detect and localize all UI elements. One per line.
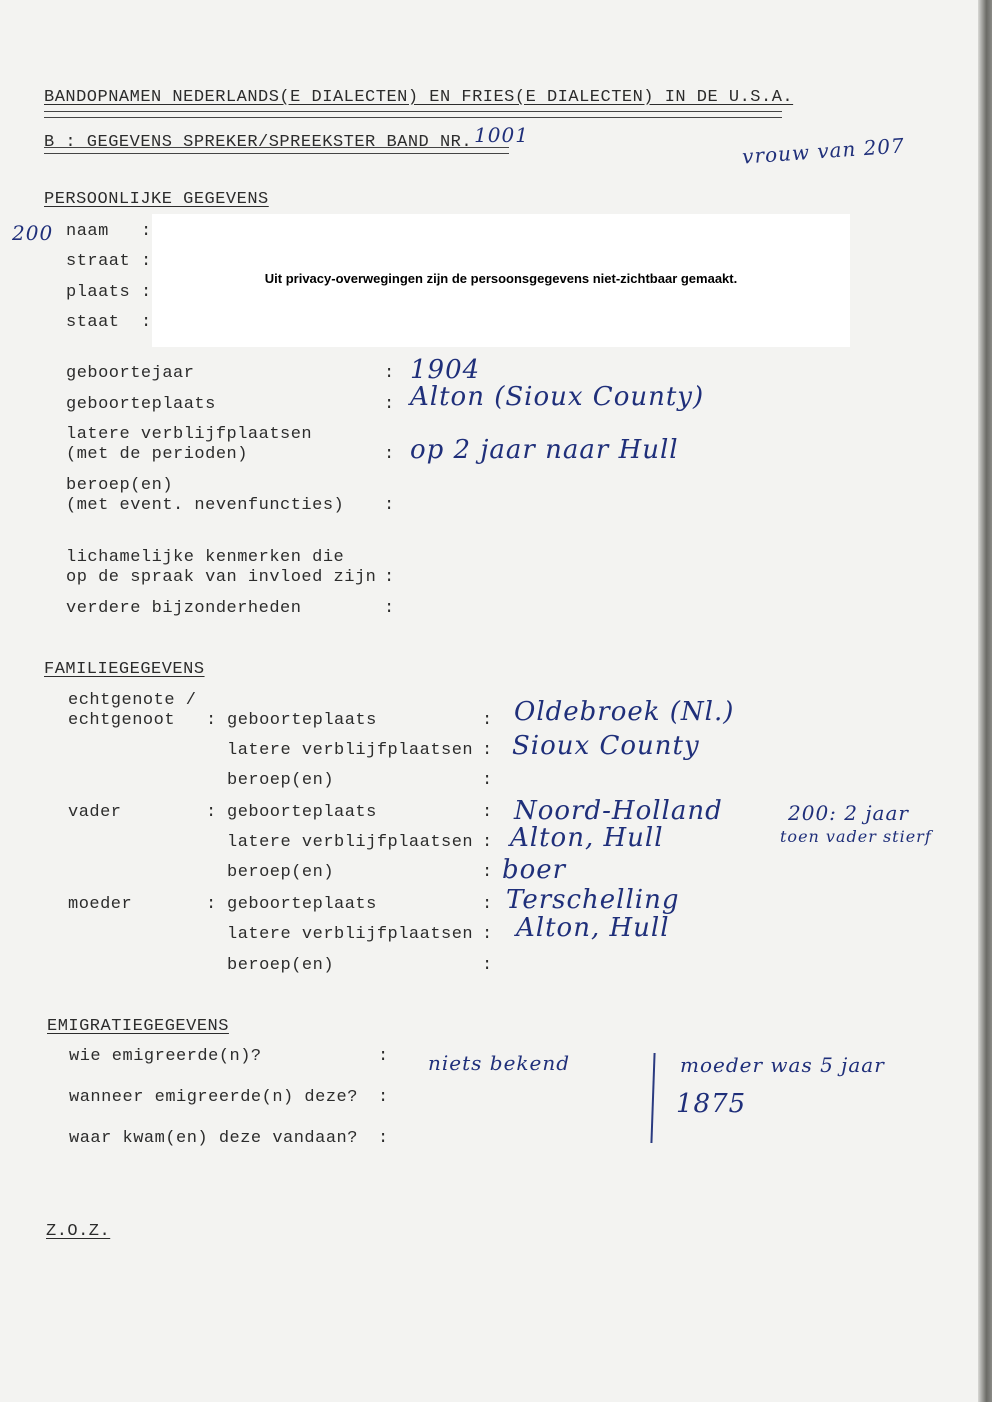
latere-verblijfplaatsen-label: latere verblijfplaatsen — [66, 425, 313, 444]
document-title: BANDOPNAMEN NEDERLANDS(E DIALECTEN) EN FRIES(E DIALECTEN) IN DE U.S.A. — [44, 88, 794, 107]
vader-beroep-value: boer — [502, 855, 567, 885]
colon: : — [141, 283, 152, 302]
moeder-label: moeder — [68, 895, 133, 914]
colon: : — [482, 711, 493, 730]
colon: : — [482, 771, 493, 790]
vader-note-line1: 200: 2 jaar — [788, 801, 909, 825]
moeder-latere-label: latere verblijfplaatsen — [227, 925, 474, 944]
vader-geboorteplaats-label: geboorteplaats — [227, 803, 377, 822]
moeder-geboorteplaats-value: Terschelling — [506, 885, 680, 915]
colon: : — [482, 956, 493, 975]
vader-latere-label: latere verblijfplaatsen — [227, 833, 474, 852]
colon: : — [482, 895, 493, 914]
geboortejaar-value: 1904 — [410, 355, 481, 385]
emigration-year-note: 1875 — [676, 1089, 747, 1119]
colon: : — [482, 925, 493, 944]
spouse-beroep-label: beroep(en) — [227, 771, 335, 790]
vader-label: vader — [68, 803, 122, 822]
personal-heading: PERSOONLIJKE GEGEVENS — [44, 190, 269, 209]
echtgenoot-label: echtgenoot — [68, 711, 176, 730]
colon: : — [378, 1129, 389, 1148]
colon: : — [384, 496, 395, 515]
family-heading: FAMILIEGEGEVENS — [44, 660, 205, 679]
vader-latere-value: Alton, Hull — [510, 823, 664, 853]
privacy-notice: Uit privacy-overwegingen zijn de persoonsgegevens niet-zichtbaar gemaakt. — [264, 271, 738, 286]
waar-kwam-label: waar kwam(en) deze vandaan? — [69, 1129, 358, 1148]
colon: : — [384, 599, 395, 618]
colon: : — [482, 833, 493, 852]
spouse-geboorteplaats-label: geboorteplaats — [227, 711, 377, 730]
moeder-latere-value: Alton, Hull — [516, 913, 670, 943]
colon: : — [384, 568, 395, 587]
spouse-geboorteplaats-value: Oldebroek (Nl.) — [514, 697, 735, 727]
wie-emigreerde-label: wie emigreerde(n)? — [69, 1047, 262, 1066]
nevenfuncties-label: (met event. nevenfuncties) — [66, 496, 345, 515]
staat-label: staat — [66, 313, 120, 332]
wie-emigreerde-value: niets bekend — [428, 1051, 571, 1075]
moeder-beroep-label: beroep(en) — [227, 956, 335, 975]
straat-label: straat — [66, 252, 131, 271]
margin-number: 200 — [12, 221, 54, 245]
colon: : — [378, 1047, 389, 1066]
spraak-invloed-label: op de spraak van invloed zijn — [66, 568, 377, 587]
spouse-latere-value: Sioux County — [512, 731, 700, 761]
colon: : — [206, 803, 217, 822]
verdere-bijzonderheden-label: verdere bijzonderheden — [66, 599, 302, 618]
colon: : — [141, 252, 152, 271]
subtitle-double-rule — [44, 147, 509, 154]
band-number: 1001 — [474, 123, 529, 147]
colon: : — [141, 222, 152, 241]
colon: : — [482, 803, 493, 822]
spouse-latere-label: latere verblijfplaatsen — [227, 741, 474, 760]
title-double-rule — [44, 111, 782, 118]
wanneer-emigreerde-label: wanneer emigreerde(n) deze? — [69, 1088, 358, 1107]
colon: : — [384, 364, 395, 383]
plaats-label: plaats — [66, 283, 131, 302]
geboortejaar-label: geboortejaar — [66, 364, 195, 383]
colon: : — [482, 863, 493, 882]
echtgenote-label: echtgenote / — [68, 691, 197, 710]
vader-note-line2: toen vader stierf — [780, 827, 932, 846]
beroep-label: beroep(en) — [66, 476, 174, 495]
latere-verblijfplaatsen-value: op 2 jaar naar Hull — [410, 435, 679, 465]
colon: : — [378, 1088, 389, 1107]
geboorteplaats-value: Alton (Sioux County) — [410, 382, 705, 412]
moeder-geboorteplaats-label: geboorteplaats — [227, 895, 377, 914]
colon: : — [141, 313, 152, 332]
colon: : — [206, 895, 217, 914]
top-right-note: vrouw van 207 — [741, 133, 906, 169]
colon: : — [384, 395, 395, 414]
zoz-footer: Z.O.Z. — [46, 1222, 111, 1241]
naam-label: naam — [66, 222, 109, 241]
subtitle-prefix: B : GEGEVENS SPREKER/SPREEKSTER BAND NR. — [44, 133, 473, 152]
lichamelijke-kenmerken-label: lichamelijke kenmerken die — [66, 548, 345, 567]
handwritten-divider-line — [650, 1053, 655, 1143]
privacy-redaction-box — [152, 214, 850, 347]
colon: : — [206, 711, 217, 730]
colon: : — [482, 741, 493, 760]
page-edge — [978, 0, 992, 1402]
moeder-was-note: moeder was 5 jaar — [680, 1053, 885, 1077]
geboorteplaats-label: geboorteplaats — [66, 395, 216, 414]
vader-geboorteplaats-value: Noord-Holland — [514, 796, 723, 826]
vader-beroep-label: beroep(en) — [227, 863, 335, 882]
colon: : — [384, 445, 395, 464]
met-de-perioden-label: (met de perioden) — [66, 445, 248, 464]
emigration-heading: EMIGRATIEGEGEVENS — [47, 1017, 229, 1036]
